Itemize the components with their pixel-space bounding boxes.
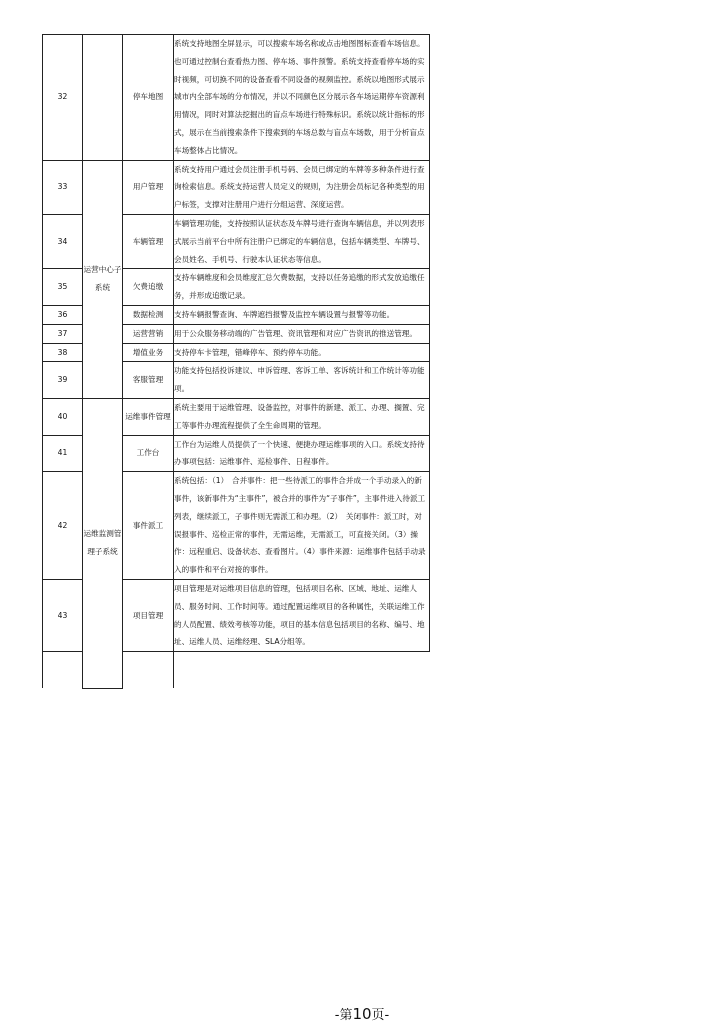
table-row bbox=[43, 160, 430, 214]
function-name: 停车地图 bbox=[123, 35, 174, 161]
blank-cell bbox=[43, 652, 83, 689]
function-description: 支持车辆维度和会员维度汇总欠费数据，支持以任务追缴的形式发放追缴任务，并形成追缴记录。 bbox=[174, 269, 430, 306]
row-number: 43 bbox=[43, 579, 83, 651]
function-description: 工作台为运维人员提供了一个快速、便捷办理运维事项的入口。系统支持待办事项包括：运维事件、巡检事件、日程事件。 bbox=[174, 435, 430, 472]
function-name: 增值业务 bbox=[123, 343, 174, 362]
row-number: 34 bbox=[43, 214, 83, 268]
spec-table bbox=[42, 34, 430, 689]
row-number: 37 bbox=[43, 324, 83, 343]
function-description: 系统支持用户通过会员注册手机号码、会员已绑定的车牌等多种条件进行查询检索信息。系统支持运营人员定义的规则，为注册会员标记各种类型的用户标签，支撑对注册用户进行分组运营、深度运营。 bbox=[174, 160, 430, 214]
row-number: 41 bbox=[43, 435, 83, 472]
function-name: 运维事件管理 bbox=[123, 398, 174, 435]
function-name: 工作台 bbox=[123, 435, 174, 472]
function-name: 用户管理 bbox=[123, 160, 174, 214]
function-description: 支持停车卡管理，错峰停车、预约停车功能。 bbox=[174, 343, 430, 362]
row-number: 33 bbox=[43, 160, 83, 214]
row-number: 42 bbox=[43, 472, 83, 580]
blank-cell bbox=[123, 652, 174, 689]
page-prefix: -第 bbox=[334, 1008, 353, 1023]
row-number: 39 bbox=[43, 362, 83, 399]
page-number: 10 bbox=[352, 1005, 372, 1023]
subsystem-operations: 运营中心子系统 bbox=[83, 160, 123, 398]
function-name: 车辆管理 bbox=[123, 214, 174, 268]
blank-cell bbox=[174, 652, 430, 689]
subsystem-maintenance: 运维监测管理子系统 bbox=[83, 398, 123, 688]
function-name: 欠费追缴 bbox=[123, 269, 174, 306]
row-number: 35 bbox=[43, 269, 83, 306]
row-number: 36 bbox=[43, 305, 83, 324]
function-description: 支持车辆报警查询、车牌遮挡报警及监控车辆设置与报警等功能。 bbox=[174, 305, 430, 324]
group-cell bbox=[83, 35, 123, 161]
function-description: 用于公众服务移动端的广告管理、资讯管理和对应广告资讯的推送管理。 bbox=[174, 324, 430, 343]
function-description: 系统支持地图全屏显示，可以搜索车场名称或点击地图图标查看车场信息。也可通过控制台查看热力图、停车场、事件预警。系统支持查看停车场的实时视频，可切换不同的设备查看不同设备的视频监控。系统以地图形式展示城市内全部车场的分布情况，并以不同颜色区分展示各车场运期停车资源利用情况，同时对算法挖掘出的盲点车场进行特殊标识。系统以统计指标的形式，展示在当前搜索条件下搜索到的车场总数与盲点车场数，用于分析盲点车场整体占比情况。 bbox=[174, 35, 430, 161]
function-description: 功能支持包括投诉建议、申诉管理、客诉工单、客诉统计和工作统计等功能项。 bbox=[174, 362, 430, 399]
table-row bbox=[43, 35, 430, 161]
function-name: 客服管理 bbox=[123, 362, 174, 399]
row-number: 40 bbox=[43, 398, 83, 435]
function-name: 数据检测 bbox=[123, 305, 174, 324]
table-row bbox=[43, 398, 430, 435]
function-description: 车辆管理功能，支持按照认证状态及车牌号进行查询车辆信息，并以列表形式展示当前平台中所有注册户已绑定的车辆信息，包括车辆类型、车牌号、会员姓名、手机号、行驶本认证状态等信息。 bbox=[174, 214, 430, 268]
page-suffix: 页- bbox=[371, 1008, 390, 1023]
function-description: 系统包括：（1） 合并事件：把一些待派工的事件合并成一个手动录入的新事件，该新事件为“主事件”，被合并的事件为“子事件”，主事件进入待派工列表，继续派工，子事件则无需派工和办理。（2） 关闭事件：派工时，对误报事件、巡检正常的事件，无需运维，无需派工，可直接关闭。（3）操作：远程重启、设备状态、查看图片。（4）事件来源：运维事件包括手动录入的事件和平台对接的事件。 bbox=[174, 472, 430, 580]
row-number: 32 bbox=[43, 35, 83, 161]
function-description: 项目管理是对运维项目信息的管理，包括项目名称、区域、地址、运维人员、服务时间、工作时间等。通过配置运维项目的各种属性，关联运维工作的人员配置、绩效考核等功能，项目的基本信息包括项目的名称、编号、地址、运维人员、运维经理、SLA分组等。 bbox=[174, 579, 430, 651]
row-number: 38 bbox=[43, 343, 83, 362]
function-description: 系统主要用于运维管理、设备监控，对事件的新建、派工、办理、搁置、完工等事件办理流程提供了全生命周期的管理。 bbox=[174, 398, 430, 435]
function-name: 项目管理 bbox=[123, 579, 174, 651]
page-footer bbox=[0, 1004, 724, 1023]
function-name: 运营营销 bbox=[123, 324, 174, 343]
function-name: 事件派工 bbox=[123, 472, 174, 580]
